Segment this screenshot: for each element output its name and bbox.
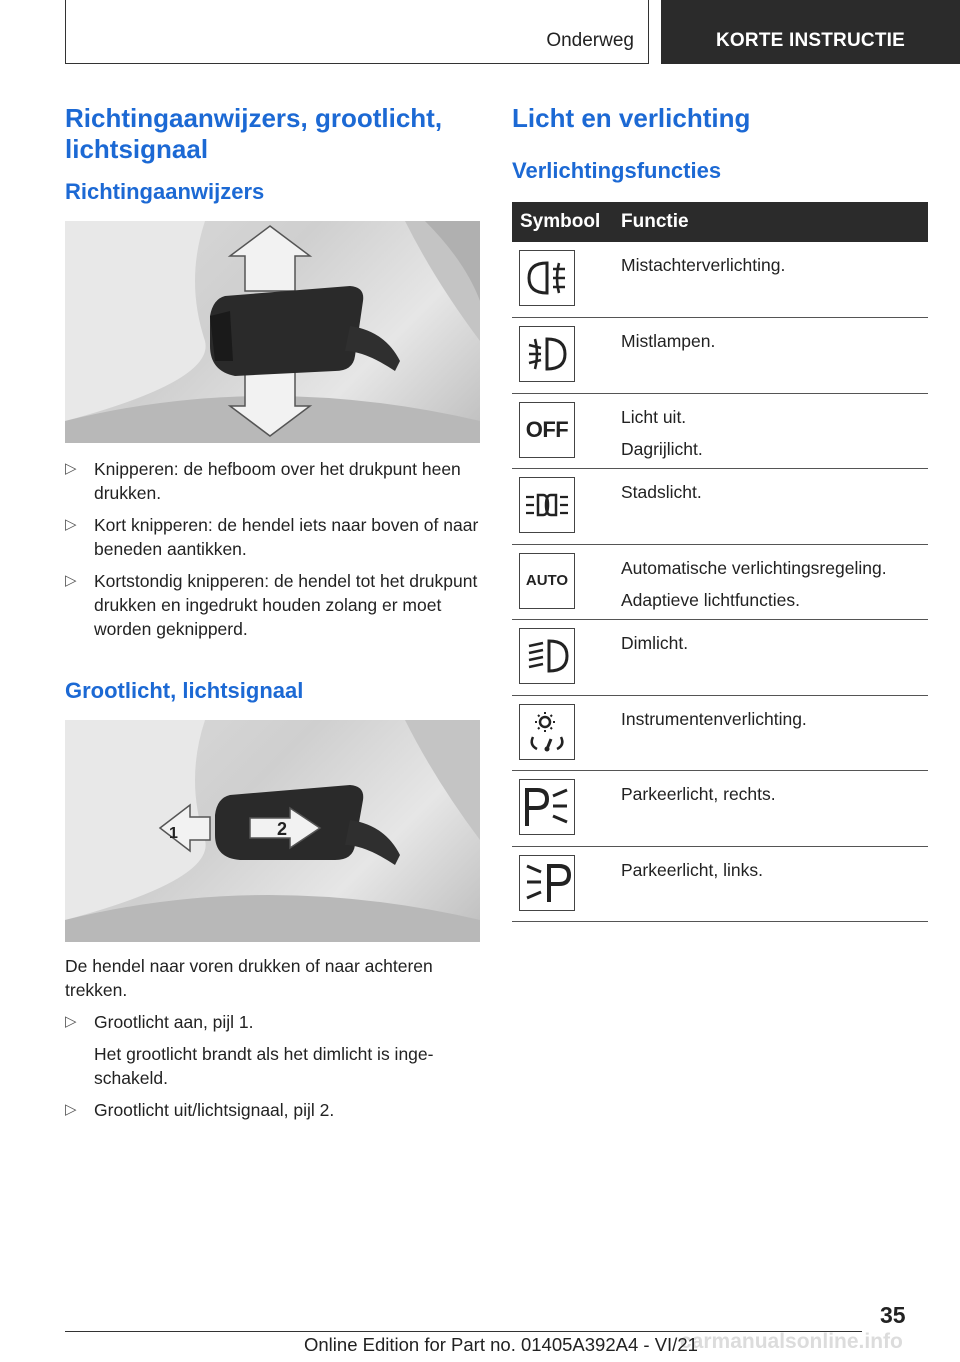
header-section: Onderweg xyxy=(546,30,634,51)
triangle-bullet-icon: ▷ xyxy=(65,460,77,477)
low-beam-icon xyxy=(519,628,575,684)
triangle-bullet-icon: ▷ xyxy=(65,572,77,589)
table-row: Instrumentenverlichting. xyxy=(512,695,928,771)
turn-signal-list xyxy=(65,457,480,641)
list-item: ▷ Kort knipperen: de hendel iets naar boven of naar beneden aantikken. xyxy=(65,515,479,559)
off-icon: OFF xyxy=(519,402,575,458)
header-tab: KORTE INSTRUCTIE xyxy=(661,0,960,64)
arrow-2-label: 2 xyxy=(277,819,288,839)
table-row: Mistlampen. xyxy=(512,318,928,394)
parking-light-right-icon xyxy=(519,779,575,835)
table-row: Parkeerlicht, links. xyxy=(512,846,928,922)
high-beam-heading: Grootlicht, lichtsignaal xyxy=(65,678,304,703)
watermark: carmanualsonline.info xyxy=(680,1330,903,1353)
arrow-1-label: 1 xyxy=(169,825,178,842)
auto-icon: AUTO xyxy=(519,553,575,609)
lighting-functions-heading: Verlichtingsfuncties xyxy=(512,158,722,183)
table-row: AUTO Automatische verlichtingsregeling. Adaptieve lichtfuncties. xyxy=(512,544,928,620)
table-row: Parkeerlicht, rechts. xyxy=(512,771,928,847)
table-row: OFF Licht uit. Dagrijlicht. xyxy=(512,393,928,469)
page-number: 35 xyxy=(880,1302,906,1328)
lever-instruction: De hendel naar voren drukken of naar achteren trekken. xyxy=(65,956,433,1000)
triangle-bullet-icon: ▷ xyxy=(65,1101,77,1118)
header-box xyxy=(65,0,649,64)
table-row: Dimlicht. xyxy=(512,620,928,696)
table-row: Stadslicht. xyxy=(512,469,928,545)
instrument-lighting-icon xyxy=(519,704,575,760)
left-column xyxy=(65,103,480,1130)
front-fog-light-icon xyxy=(519,326,575,382)
triangle-bullet-icon: ▷ xyxy=(65,1013,77,1030)
list-item: ▷ Knipperen: de hefboom over het drukpunt heen drukken. xyxy=(65,459,461,503)
lighting-table xyxy=(512,202,928,922)
side-light-icon xyxy=(519,477,575,533)
list-item: ▷ Grootlicht uit/lichtsignaal, pijl 2. xyxy=(65,1100,335,1120)
right-column xyxy=(512,103,928,922)
turn-signals-heading: Richtingaanwijzers xyxy=(65,179,265,204)
footer-edition: Online Edition for Part no. 01405A392A4 - VI/21 xyxy=(304,1334,698,1355)
triangle-bullet-icon: ▷ xyxy=(65,516,77,533)
table-row: Mistachterverlichting. xyxy=(512,242,928,318)
parking-light-left-icon xyxy=(519,855,575,911)
rear-fog-light-icon xyxy=(519,250,575,306)
list-item: ▷ Grootlicht aan, pijl 1. Het grootlicht brandt als het dimlicht is ingeschakeld. xyxy=(65,1012,434,1088)
column-header: Functie xyxy=(613,202,928,242)
list-item: ▷ Kortstondig knipperen: de hendel tot het drukpunt drukken en ingedrukt houden zolang er moet worden geknipperd. xyxy=(65,571,478,639)
turn-signal-lever-image xyxy=(65,221,480,443)
left-title: Richtingaanwijzers, grootlicht, lichtsignaal xyxy=(65,103,443,164)
column-header: Symbool xyxy=(512,202,613,242)
right-title: Licht en verlichting xyxy=(512,103,751,133)
high-beam-lever-image xyxy=(65,720,480,942)
high-beam-list xyxy=(65,1010,480,1122)
